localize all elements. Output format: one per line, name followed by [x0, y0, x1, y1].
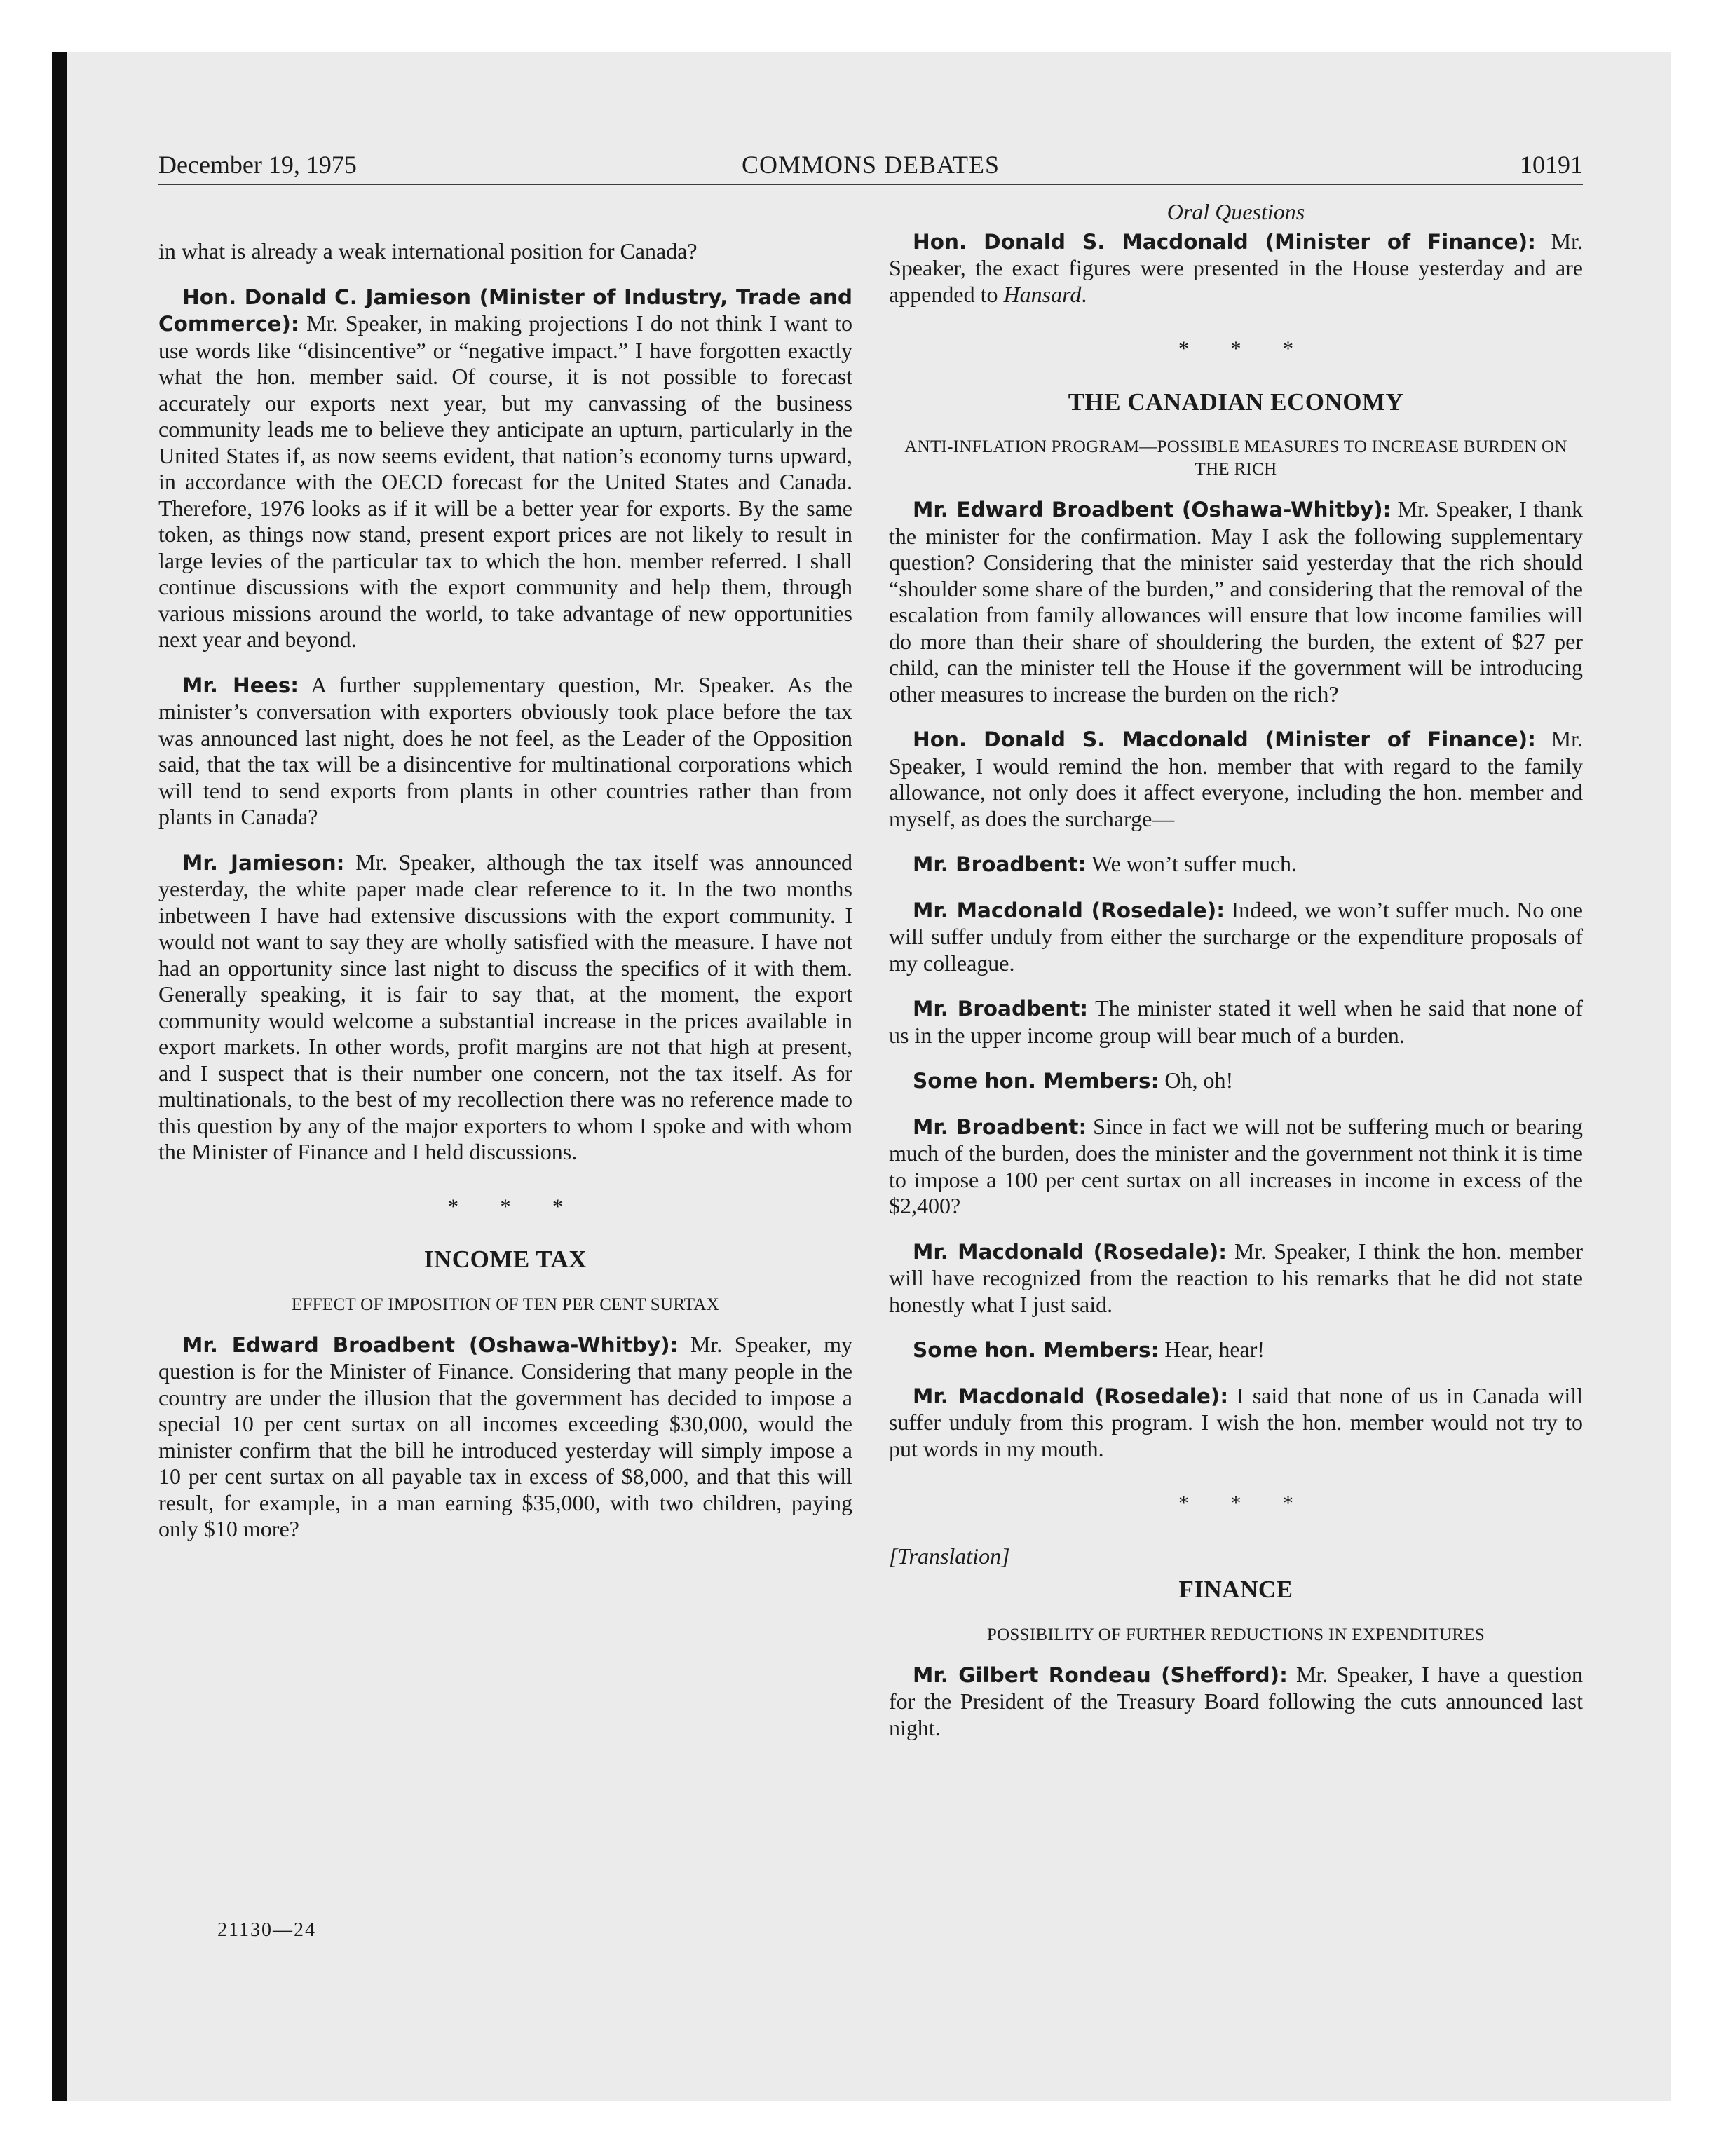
section-subheading: EFFECT OF IMPOSITION OF TEN PER CENT SURTAX	[291, 1295, 720, 1314]
running-head	[158, 149, 1583, 181]
paragraph: Mr. Edward Broadbent (Oshawa-Whitby): Mr. Speaker, my question is for the Minister of Finance. Considering that many people in the country are under the illusion that the government has decided to impose a special 10 per cent surtax on all incomes exceeding $30,000, would the minister confirm that the bill he introduced yesterday will simply impose a 10 per cent surtax on all payable tax in excess of $8,000, and that this will result, for example, in a man earning $35,000, with two children, paying only $10 more?	[158, 1331, 853, 1541]
speaker-name: Mr. Macdonald (Rosedale):	[913, 898, 1225, 922]
speaker-name: Hon. Donald S. Macdonald (Minister of Finance):	[913, 728, 1536, 751]
paragraph: Some hon. Members: Hear, hear!	[913, 1337, 1265, 1362]
speaker-name: Mr. Edward Broadbent (Oshawa-Whitby):	[913, 498, 1392, 521]
speaker-name: Hon. Donald C. Jamieson (Minister of Industry, Trade and Commerce):	[158, 285, 852, 336]
footer-code: 21130—24	[217, 1919, 316, 1941]
section-subheading: POSSIBILITY OF FURTHER REDUCTIONS IN EXPENDITURES	[986, 1625, 1485, 1644]
paragraph: Mr. Hees: A further supplementary question, Mr. Speaker. As the minister’s conversation with exporters obviously took place before the tax was announced last night, does he not feel, as the Leader of the Opposition said, that the tax will be a disincentive for multinational corporations which will tend to send exports from plants in other countries rather than from plants in Canada?	[158, 671, 852, 829]
left-column	[158, 238, 852, 1562]
speaker-name: Hon. Donald S. Macdonald (Minister of Finance):	[913, 229, 1536, 254]
paragraph: Hon. Donald S. Macdonald (Minister of Finance): Mr. Speaker, the exact figures were presented in the House yesterday and are appended to Hansard.	[889, 228, 1583, 307]
header-rule	[158, 184, 1583, 185]
header-date: December 19, 1975	[158, 151, 357, 179]
speaker-name: Mr. Macdonald (Rosedale):	[913, 1384, 1229, 1408]
speaker-name: Mr. Edward Broadbent (Oshawa-Whitby):	[182, 1332, 679, 1357]
paragraph: Mr. Edward Broadbent (Oshawa-Whitby): Mr. Speaker, I thank the minister for the confirmation. May I ask the following supplementary question? Considering that the minister said yesterday that the rich should “shoulder some share of the burden,” and considering that the removal of the escalation from family allowances will ensure that low income families will do more than their share of shouldering the burden, the extent of $27 per child, can the minister tell the House if the government will be introducing other measures to increase the burden on the rich?	[889, 496, 1583, 707]
paragraph: Mr. Broadbent: Since in fact we will not be suffering much or bearing much of the burden, does the minister and the government not think it is time to impose a 100 per cent surtax on all increases in income in excess of the $2,400?	[889, 1113, 1584, 1218]
header-title: COMMONS DEBATES	[741, 151, 1000, 179]
section-separator: * * *	[448, 1194, 581, 1218]
speaker-name: Mr. Broadbent:	[913, 1114, 1087, 1139]
paragraph: Mr. Macdonald (Rosedale): Indeed, we won’t suffer much. No one will suffer unduly from either the surcharge or the expenditure proposals of my colleague.	[889, 896, 1584, 976]
section-separator: * * *	[1178, 1492, 1312, 1515]
section-subheading: ANTI-INFLATION PROGRAM—POSSIBLE MEASURES TO INCREASE BURDEN ON THE RICH	[904, 437, 1567, 479]
paragraph: Mr. Macdonald (Rosedale): I said that none of us in Canada will suffer unduly from this program. I wish the hon. member would not try to put words in my mouth.	[889, 1382, 1584, 1461]
header-page-number: 10191	[1520, 151, 1583, 179]
speaker-name: Mr. Macdonald (Rosedale):	[913, 1239, 1227, 1264]
paragraph: Hon. Donald C. Jamieson (Minister of Industry, Trade and Commerce): Mr. Speaker, in making projections I do not think I want to use words like “disincentive” or “negative impact.” I have forgotten exactly what the hon. member said. Of course, it is not possible to forecast accurately our exports next year, but my canvassing of the business community leads me to believe they anticipate an upturn, particularly in the United States if, as now seems evident, that nation’s economy turns upward, in accordance with the OECD forecast for the United States and Canada. Therefore, 1976 looks as if it will be a better year for exports. By the same token, as things now stand, present export prices are not likely to result in large levies of the particular tax to which the hon. member referred. I shall continue discussions with the export community and help them, through various missions around the world, to take advantage of new opportunities next year and beyond.	[158, 285, 852, 652]
translation-label: [Translation]	[889, 1543, 1010, 1569]
speaker-name: Mr. Jamieson:	[182, 850, 345, 875]
speaker-name: Mr. Broadbent:	[913, 997, 1089, 1021]
section-separator: * * *	[1178, 337, 1312, 360]
section-label: Oral Questions	[1166, 199, 1305, 224]
paragraph: Mr. Macdonald (Rosedale): Mr. Speaker, I think the hon. member will have recognized from the reaction to his remarks that he did not state honestly what I just said.	[889, 1238, 1584, 1317]
speaker-name: Mr. Gilbert Rondeau (Shefford):	[913, 1663, 1288, 1687]
scan-edge-bar	[52, 52, 67, 2101]
speaker-name: Mr. Broadbent:	[913, 852, 1087, 876]
paragraph: in what is already a weak international position for Canada?	[158, 238, 698, 264]
paragraph: Mr. Gilbert Rondeau (Shefford): Mr. Speaker, I have a question for the President of the Treasury Board following the cuts announced last night.	[889, 1661, 1584, 1740]
paragraph: Mr. Jamieson: Mr. Speaker, although the tax itself was announced yesterday, the white paper made clear reference to it. In the two months inbetween I have had extensive discussions with the export community. I would not want to say they are wholly satisfied with the measure. I have not had an opportunity since last night to discuss the specifics of it with them. Generally speaking, it is fair to say that, at the moment, the export community would welcome a substantial increase in the prices available in export markets. In other words, profit margins are not that high at present, and I suspect that is their number one concern, not the tax itself. As for multinationals, to the best of my recollection there was no reference made to this question by any of the major exporters to whom I spoke and with whom the Minister of Finance and I held discussions.	[158, 849, 853, 1164]
paragraph: Mr. Broadbent: We won’t suffer much.	[913, 851, 1298, 876]
paragraph: Some hon. Members: Oh, oh!	[913, 1067, 1234, 1093]
section-heading: THE CANADIAN ECONOMY	[1068, 388, 1404, 416]
section-heading: INCOME TAX	[423, 1246, 587, 1273]
speaker-name: Some hon. Members:	[913, 1069, 1159, 1093]
section-heading: FINANCE	[1178, 1576, 1293, 1603]
speaker-name: Mr. Hees:	[182, 673, 299, 697]
paragraph: Hon. Donald S. Macdonald (Minister of Finance): Mr. Speaker, I would remind the hon. member that with regard to the family allowance, not only does it affect everyone, including the hon. member and myself, as does the surcharge—	[889, 726, 1583, 831]
right-column	[889, 199, 1583, 1760]
paragraph: Mr. Broadbent: The minister stated it well when he said that none of us in the upper income group will bear much of a burden.	[889, 995, 1583, 1048]
speaker-name: Some hon. Members:	[913, 1338, 1159, 1362]
